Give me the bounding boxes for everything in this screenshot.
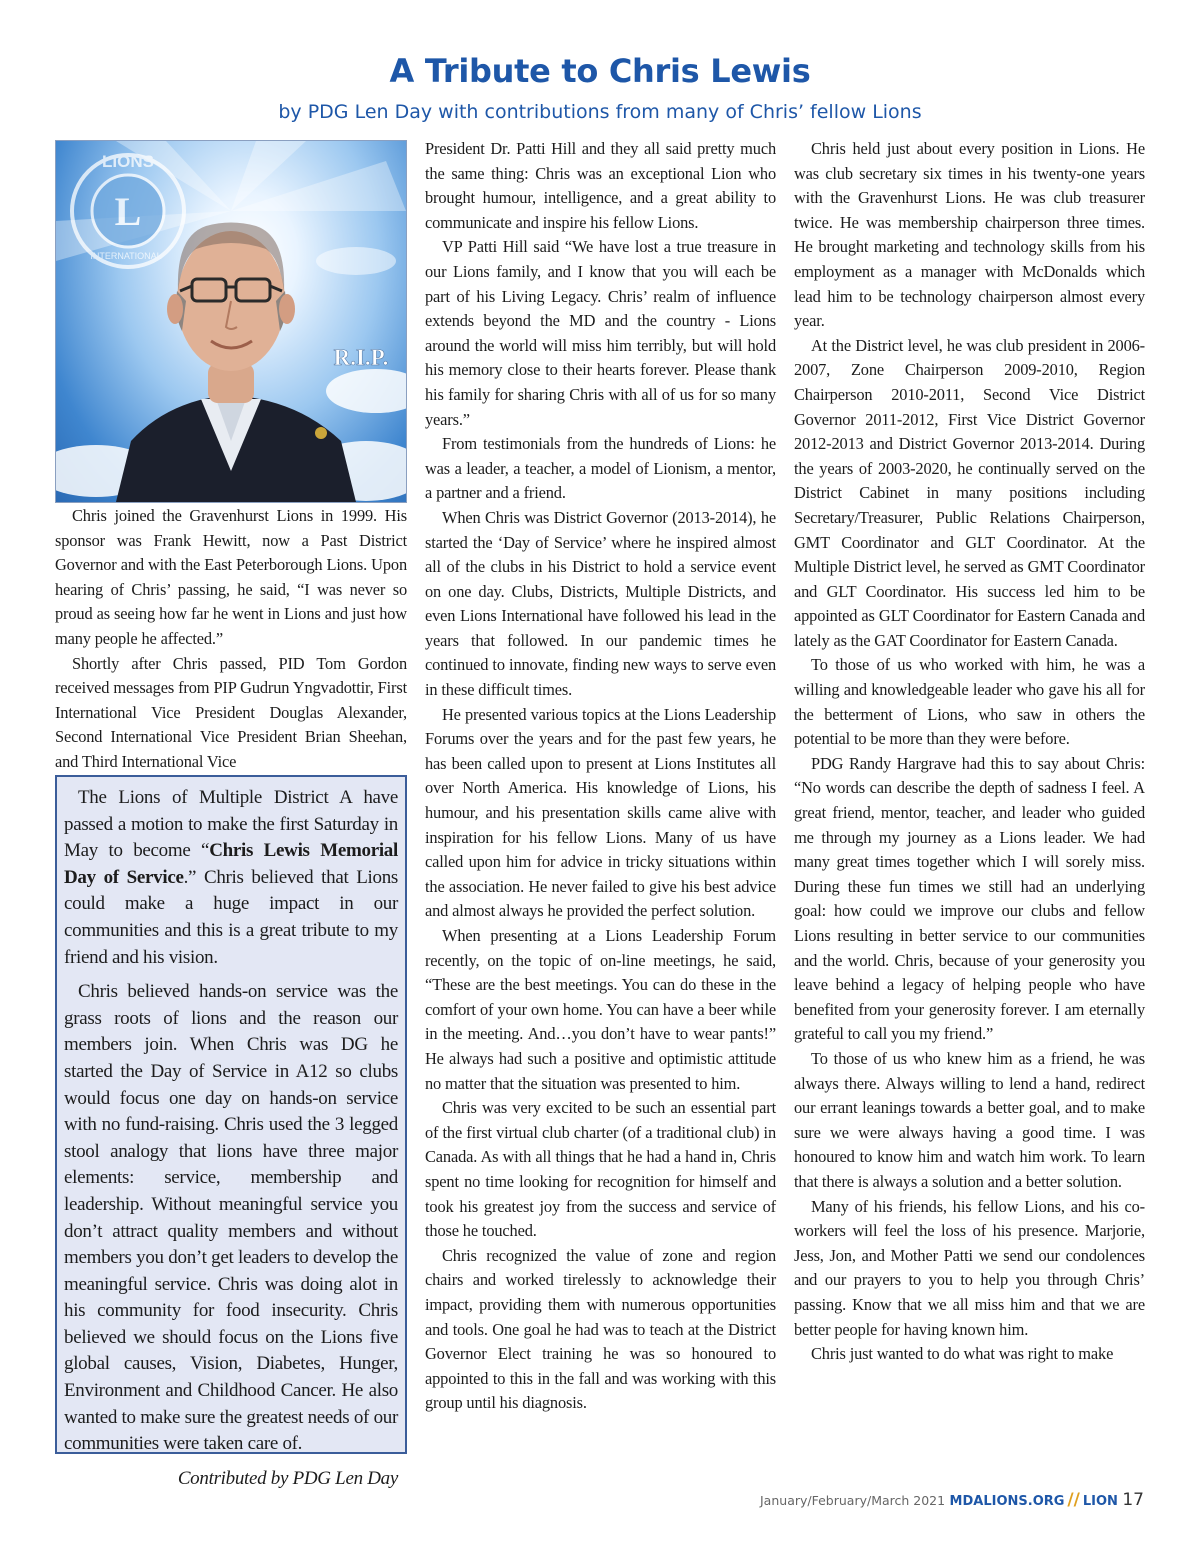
sidebar-text: The Lions of Multiple District A have passed a motion to make the first Saturday in May to become “ — [64, 787, 398, 862]
sidebar-text: .” Chris believed that Lions could make a huge impact in our communities and this is a great tribute to my friend and his vision. — [64, 866, 398, 968]
footer-separator: // — [1067, 1490, 1080, 1510]
logo-ring-text: INTERNATIONAL — [90, 251, 162, 261]
col3-paragraph: PDG Randy Hargrave had this to say about Chris: “No words can describe the depth of sadness I feel. A great friend, mentor, teacher, and leader who guided me through my journey as a Lions leader. We had many great times together which I will sorely miss. During these fun times we still had an underlying goal: how could we improve our clubs and fellow Lions resulting in better service to our communities and the world. Chris, because of your generosity you leave behind a legacy of helping people who have benefited from your generosity forever. I am eternally grateful to call you my friend.” — [794, 753, 1145, 1044]
footer-issue: January/February/March 2021 — [760, 1493, 946, 1508]
sidebar-bold-text: Chris Lewis Memorial Day of Service — [64, 840, 398, 888]
footer-site: MDALIONS.ORG — [949, 1494, 1065, 1509]
col1-paragraph: Chris joined the Gravenhurst Lions in 1999. His sponsor was Frank Hewitt, now a Past District Governor and with the East Peterborough Lions. Upon hearing of Chris’ passing, he said, “I was never so proud as seeing how far he went in Lions and just how many people he affected.” — [55, 506, 407, 648]
page-number: 17 — [1122, 1490, 1144, 1510]
sidebar-paragraph: Chris believed hands-on service was the grass roots of lions and the reason our members join. When Chris was DG he started the Day of Service in A12 so clubs would focus one day on hands-on service with no fund-raising. Chris used the 3 legged stool analogy that lions have three major elements: service, membership and leadership. Without meaningful service you don’t attract quality members and without members you don’t get leaders to develop the meaningful service. Chris was doing alot in his community for food insecurity. Chris believed we should focus on the Lions five global causes, Vision, Diabetes, Hunger, Environment and Childhood Cancer. He also wanted to make sure the greatest needs of our communities were taken care of. — [64, 981, 398, 1455]
page-footer — [760, 1490, 1144, 1510]
col2-paragraph: He presented various topics at the Lions Leadership Forums over the years and for the past few years, he has been called upon to present at Lions Institutes all over North America. His knowledge of Lions, his humour, and his presentation skills came alive with inspiration for his fellow Lions. Many of us have called upon him for advice in tricky situations within the association. He never failed to give his best advice and almost always he provided the perfect solution. — [425, 704, 776, 921]
col2-paragraph: VP Patti Hill said “We have lost a true treasure in our Lions family, and I know that you will each be part of his Living Legacy. Chris’ realm of influence extends beyond the MD and the country - Lions around the world will miss him terribly, but will hold his memory close to their hearts forever. Please thank his family for sharing Chris with all of us for so many years.” — [425, 237, 776, 429]
lions-logo-icon — [72, 152, 184, 267]
logo-letter: L — [114, 189, 142, 234]
rip-text: R.I.P. — [333, 345, 389, 370]
col3-paragraph: Many of his friends, his fellow Lions, and his co-workers will feel the loss of his presence. Marjorie, Jess, Jon, and Mother Patti we send our condolences and our prayers to you to help you through Chris’ passing. Know that we all miss him and that we are better people for having known him. — [794, 1196, 1145, 1339]
col3-paragraph: Chris just wanted to do what was right to make — [811, 1344, 1114, 1364]
column-3 — [794, 137, 1145, 1367]
memorial-day-sidebar — [55, 775, 407, 1489]
sidebar-credit: Contributed by PDG Len Day — [177, 1467, 398, 1489]
col2-paragraph: When presenting at a Lions Leadership Forum recently, on the topic of on-line meetings, he said, “These are the best meetings. You can do these in the comfort of your own home. You can have a beer while in the meeting. And…you don’t have to wear pants!” He always had such a positive and optimistic attitude no matter that the situation was presented to him. — [425, 926, 776, 1093]
col3-paragraph: Chris held just about every position in Lions. He was club secretary six times in his twenty-one years with the Gravenhurst Lions. He was club treasurer twice. He was membership chairperson three times. He brought marketing and technology skills from his employment as a manager with McDonalds which lead him to be technology chairperson almost every year. — [794, 139, 1145, 331]
col3-paragraph: At the District level, he was club president in 2006-2007, Zone Chairperson 2009-2010, Region Chairperson 2010-2011, Second Vice District Governor 2011-2012, First Vice District Governor 2012-2013 and District Governor 2013-2014. During the years of 2003-2020, he continually served on the District Cabinet in many positions including Secretary/Treasurer, Public Relations Chairperson, GMT Coordinator and GLT Coordinator. At the Multiple District level, he served as GMT Coordinator and GLT Coordinator. His success led him to be appointed as GLT Coordinator for Eastern Canada and lately as the GAT Coordinator for Eastern Canada. — [794, 335, 1145, 650]
sidebar-paragraph — [64, 785, 398, 971]
logo-text: LIONS — [102, 152, 154, 171]
column-1 — [55, 504, 407, 775]
col2-paragraph: President Dr. Patti Hill and they all said pretty much the same thing: Chris was an exceptional Lion who brought humour, intelligence, and a great ability to communicate and inspire his fellow Lions. — [425, 139, 776, 232]
col2-paragraph: Chris was very excited to be such an essential part of the first virtual club charter (of a traditional club) in Canada. As with all things that he had a hand in, Chris spent no time looking for recognition for himself and took his greatest joy from the success and service of those he touched. — [425, 1098, 776, 1241]
col2-paragraph: Chris recognized the value of zone and region chairs and worked tirelessly to acknowledge their impact, providing them with numerous opportunities and tools. One goal he had was to teach at the District Governor Elect training he was so honoured to appointed to this in the fall and was working with this group until his diagnosis. — [425, 1245, 776, 1413]
article-title: A Tribute to Chris Lewis — [389, 52, 811, 90]
footer-magazine: LION — [1082, 1494, 1118, 1509]
col1-paragraph: Shortly after Chris passed, PID Tom Gordon received messages from PIP Gudrun Yngvadottir, First International Vice President Douglas Alexander, Second International Vice President Brian Sheehan, and Third International Vice — [55, 653, 407, 771]
col2-paragraph: When Chris was District Governor (2013-2014), he started the ‘Day of Service’ where he inspired almost all of the clubs in his District to hold a service event on one day. Clubs, Districts, Multiple Districts, and even Lions International have followed his lead in the years that followed. In our pandemic times he continued to innovate, finding new ways to serve even in these difficult times. — [425, 507, 776, 700]
memorial-photo — [55, 140, 407, 503]
col3-paragraph: To those of us who knew him as a friend, he was always there. Always willing to lend a hand, redirect our errant leanings towards a better goal, and to make sure we were always having a good time. I was honoured to know him and watch him work. To learn that there is always a solution and a better solution. — [794, 1048, 1145, 1191]
column-2 — [425, 137, 776, 1416]
article-byline: by PDG Len Day with contributions from many of Chris’ fellow Lions — [278, 101, 922, 123]
col2-paragraph: From testimonials from the hundreds of Lions: he was a leader, a teacher, a model of Lionism, a mentor, a partner and a friend. — [425, 434, 776, 503]
col3-paragraph: To those of us who worked with him, he was a willing and knowledgeable leader who gave his all for the betterment of Lions, who saw in others the potential to be more than they were before. — [794, 655, 1145, 749]
